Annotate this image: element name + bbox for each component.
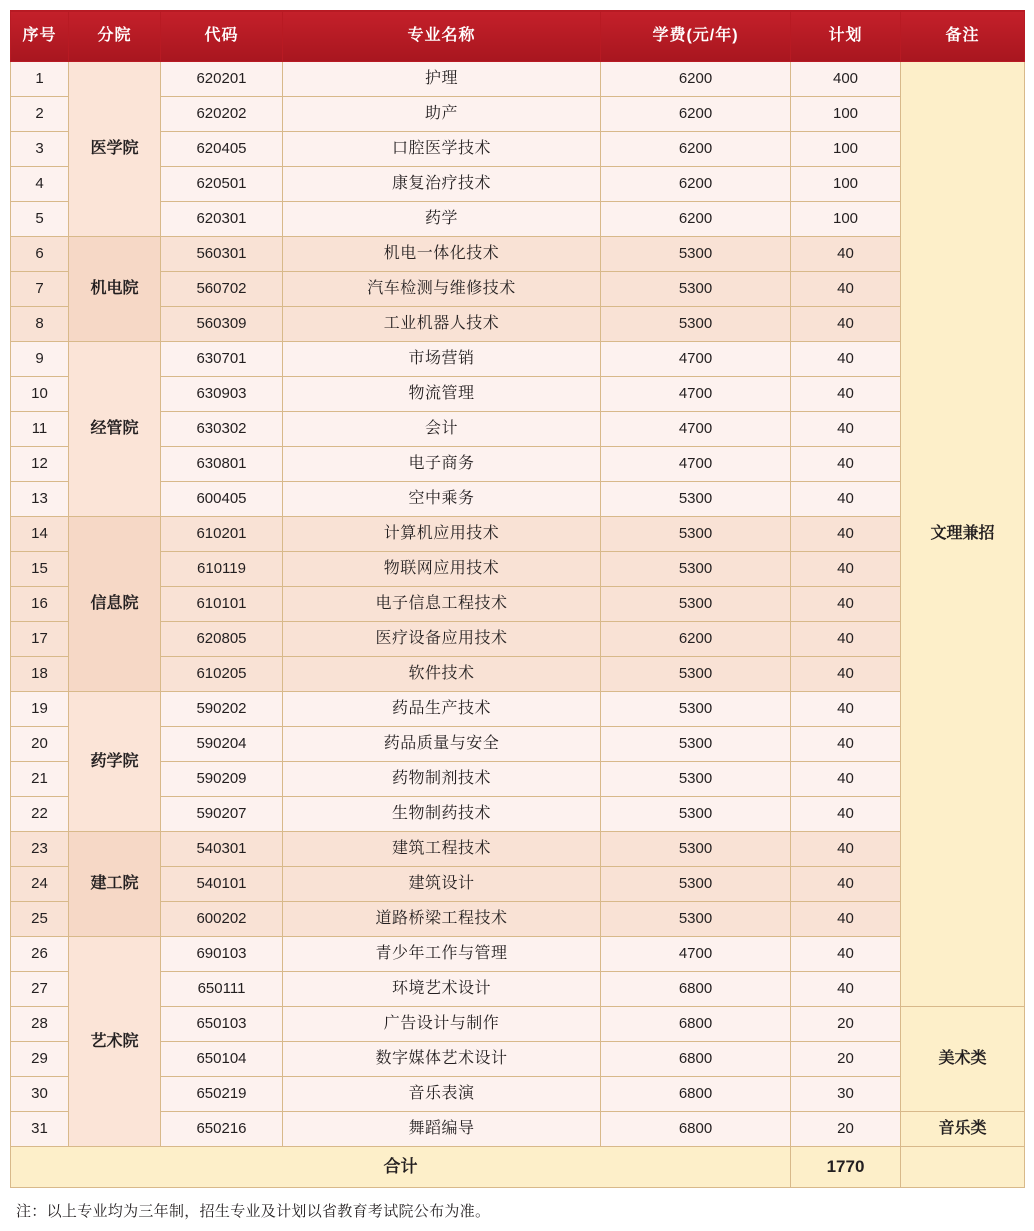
table-row bbox=[11, 447, 1025, 482]
cell-major: 生物制药技术 bbox=[283, 797, 601, 832]
cell-major: 建筑设计 bbox=[283, 867, 601, 902]
cell-major: 护理 bbox=[283, 62, 601, 97]
total-row bbox=[11, 1147, 1025, 1188]
cell-note: 美术类 bbox=[901, 1007, 1025, 1112]
cell-major: 青少年工作与管理 bbox=[283, 937, 601, 972]
cell-index: 13 bbox=[11, 482, 69, 517]
cell-code: 620805 bbox=[161, 622, 283, 657]
cell-department: 信息院 bbox=[69, 517, 161, 692]
table-row bbox=[11, 727, 1025, 762]
cell-major: 工业机器人技术 bbox=[283, 307, 601, 342]
cell-plan: 40 bbox=[791, 622, 901, 657]
cell-fee: 5300 bbox=[601, 307, 791, 342]
table-row bbox=[11, 272, 1025, 307]
cell-plan: 40 bbox=[791, 482, 901, 517]
cell-plan: 30 bbox=[791, 1077, 901, 1112]
cell-code: 620405 bbox=[161, 132, 283, 167]
cell-fee: 6800 bbox=[601, 1007, 791, 1042]
cell-department: 建工院 bbox=[69, 832, 161, 937]
table-row bbox=[11, 342, 1025, 377]
table-row bbox=[11, 972, 1025, 1007]
cell-index: 28 bbox=[11, 1007, 69, 1042]
cell-major: 助产 bbox=[283, 97, 601, 132]
cell-index: 1 bbox=[11, 62, 69, 97]
cell-code: 690103 bbox=[161, 937, 283, 972]
cell-index: 27 bbox=[11, 972, 69, 1007]
header-cell-fee: 学费(元/年) bbox=[601, 11, 791, 62]
cell-fee: 5300 bbox=[601, 482, 791, 517]
table-row bbox=[11, 832, 1025, 867]
cell-plan: 40 bbox=[791, 937, 901, 972]
cell-code: 650111 bbox=[161, 972, 283, 1007]
cell-code: 650219 bbox=[161, 1077, 283, 1112]
cell-code: 590202 bbox=[161, 692, 283, 727]
cell-code: 630302 bbox=[161, 412, 283, 447]
cell-index: 7 bbox=[11, 272, 69, 307]
table-footnote: 注：以上专业均为三年制，招生专业及计划以省教育考试院公布为准。 bbox=[16, 1203, 491, 1220]
cell-index: 31 bbox=[11, 1112, 69, 1147]
cell-index: 19 bbox=[11, 692, 69, 727]
cell-department: 机电院 bbox=[69, 237, 161, 342]
cell-index: 16 bbox=[11, 587, 69, 622]
cell-fee: 4700 bbox=[601, 412, 791, 447]
table-row bbox=[11, 1007, 1025, 1042]
cell-fee: 5300 bbox=[601, 237, 791, 272]
cell-index: 5 bbox=[11, 202, 69, 237]
cell-plan: 40 bbox=[791, 517, 901, 552]
cell-code: 610119 bbox=[161, 552, 283, 587]
cell-major: 电子商务 bbox=[283, 447, 601, 482]
cell-major: 物流管理 bbox=[283, 377, 601, 412]
cell-major: 口腔医学技术 bbox=[283, 132, 601, 167]
cell-plan: 100 bbox=[791, 97, 901, 132]
cell-plan: 20 bbox=[791, 1042, 901, 1077]
table-row bbox=[11, 1042, 1025, 1077]
table-row bbox=[11, 62, 1025, 97]
cell-code: 630801 bbox=[161, 447, 283, 482]
cell-index: 22 bbox=[11, 797, 69, 832]
cell-plan: 40 bbox=[791, 447, 901, 482]
cell-code: 610101 bbox=[161, 587, 283, 622]
cell-major: 药品质量与安全 bbox=[283, 727, 601, 762]
cell-index: 20 bbox=[11, 727, 69, 762]
cell-plan: 40 bbox=[791, 762, 901, 797]
cell-fee: 5300 bbox=[601, 692, 791, 727]
cell-index: 12 bbox=[11, 447, 69, 482]
total-label: 合计 bbox=[11, 1147, 791, 1188]
table-row bbox=[11, 377, 1025, 412]
table-row bbox=[11, 622, 1025, 657]
table-row bbox=[11, 517, 1025, 552]
cell-fee: 5300 bbox=[601, 902, 791, 937]
cell-code: 600405 bbox=[161, 482, 283, 517]
table-row bbox=[11, 657, 1025, 692]
header-cell-dept: 分院 bbox=[69, 11, 161, 62]
cell-code: 600202 bbox=[161, 902, 283, 937]
cell-plan: 40 bbox=[791, 342, 901, 377]
cell-plan: 40 bbox=[791, 237, 901, 272]
cell-major: 道路桥梁工程技术 bbox=[283, 902, 601, 937]
cell-fee: 6200 bbox=[601, 132, 791, 167]
cell-fee: 6200 bbox=[601, 202, 791, 237]
cell-plan: 40 bbox=[791, 832, 901, 867]
cell-fee: 5300 bbox=[601, 797, 791, 832]
table-header bbox=[11, 11, 1025, 62]
header-cell-index: 序号 bbox=[11, 11, 69, 62]
table-row bbox=[11, 762, 1025, 797]
enrollment-plan-table bbox=[10, 10, 1025, 1188]
cell-plan: 40 bbox=[791, 587, 901, 622]
cell-index: 18 bbox=[11, 657, 69, 692]
cell-code: 650216 bbox=[161, 1112, 283, 1147]
cell-index: 4 bbox=[11, 167, 69, 202]
cell-fee: 4700 bbox=[601, 342, 791, 377]
table-row bbox=[11, 587, 1025, 622]
cell-index: 15 bbox=[11, 552, 69, 587]
cell-plan: 40 bbox=[791, 272, 901, 307]
cell-index: 29 bbox=[11, 1042, 69, 1077]
cell-note: 音乐类 bbox=[901, 1112, 1025, 1147]
cell-fee: 5300 bbox=[601, 867, 791, 902]
cell-fee: 5300 bbox=[601, 272, 791, 307]
table-row bbox=[11, 937, 1025, 972]
cell-code: 620201 bbox=[161, 62, 283, 97]
cell-index: 3 bbox=[11, 132, 69, 167]
table-row bbox=[11, 797, 1025, 832]
cell-code: 540301 bbox=[161, 832, 283, 867]
cell-index: 21 bbox=[11, 762, 69, 797]
cell-department: 艺术院 bbox=[69, 937, 161, 1147]
cell-code: 560309 bbox=[161, 307, 283, 342]
cell-plan: 40 bbox=[791, 797, 901, 832]
cell-major: 空中乘务 bbox=[283, 482, 601, 517]
cell-major: 药学 bbox=[283, 202, 601, 237]
cell-fee: 4700 bbox=[601, 377, 791, 412]
cell-fee: 6800 bbox=[601, 1112, 791, 1147]
cell-major: 广告设计与制作 bbox=[283, 1007, 601, 1042]
cell-major: 康复治疗技术 bbox=[283, 167, 601, 202]
table-row bbox=[11, 692, 1025, 727]
cell-fee: 5300 bbox=[601, 517, 791, 552]
table-row bbox=[11, 237, 1025, 272]
cell-index: 6 bbox=[11, 237, 69, 272]
cell-major: 电子信息工程技术 bbox=[283, 587, 601, 622]
cell-plan: 100 bbox=[791, 132, 901, 167]
cell-code: 650103 bbox=[161, 1007, 283, 1042]
cell-code: 620501 bbox=[161, 167, 283, 202]
cell-plan: 20 bbox=[791, 1112, 901, 1147]
cell-index: 2 bbox=[11, 97, 69, 132]
header-cell-plan: 计划 bbox=[791, 11, 901, 62]
cell-index: 17 bbox=[11, 622, 69, 657]
cell-fee: 4700 bbox=[601, 447, 791, 482]
cell-fee: 6800 bbox=[601, 1077, 791, 1112]
cell-plan: 40 bbox=[791, 727, 901, 762]
table-row bbox=[11, 1112, 1025, 1147]
header-cell-note: 备注 bbox=[901, 11, 1025, 62]
cell-code: 590209 bbox=[161, 762, 283, 797]
table-row bbox=[11, 552, 1025, 587]
cell-code: 590204 bbox=[161, 727, 283, 762]
cell-index: 26 bbox=[11, 937, 69, 972]
cell-fee: 6800 bbox=[601, 1042, 791, 1077]
header-row bbox=[11, 11, 1025, 62]
cell-major: 数字媒体艺术设计 bbox=[283, 1042, 601, 1077]
cell-plan: 40 bbox=[791, 902, 901, 937]
cell-plan: 100 bbox=[791, 202, 901, 237]
cell-fee: 4700 bbox=[601, 937, 791, 972]
table-body bbox=[11, 62, 1025, 1188]
cell-fee: 6800 bbox=[601, 972, 791, 1007]
cell-major: 机电一体化技术 bbox=[283, 237, 601, 272]
table-row bbox=[11, 482, 1025, 517]
cell-fee: 6200 bbox=[601, 97, 791, 132]
cell-plan: 40 bbox=[791, 552, 901, 587]
cell-plan: 40 bbox=[791, 867, 901, 902]
cell-code: 540101 bbox=[161, 867, 283, 902]
cell-fee: 5300 bbox=[601, 587, 791, 622]
cell-major: 物联网应用技术 bbox=[283, 552, 601, 587]
cell-major: 汽车检测与维修技术 bbox=[283, 272, 601, 307]
cell-major: 药品生产技术 bbox=[283, 692, 601, 727]
cell-department: 药学院 bbox=[69, 692, 161, 832]
cell-major: 市场营销 bbox=[283, 342, 601, 377]
cell-code: 620301 bbox=[161, 202, 283, 237]
table-row bbox=[11, 412, 1025, 447]
cell-code: 590207 bbox=[161, 797, 283, 832]
header-cell-major: 专业名称 bbox=[283, 11, 601, 62]
cell-plan: 20 bbox=[791, 1007, 901, 1042]
table-row bbox=[11, 167, 1025, 202]
cell-index: 14 bbox=[11, 517, 69, 552]
cell-major: 会计 bbox=[283, 412, 601, 447]
cell-index: 8 bbox=[11, 307, 69, 342]
total-note-blank bbox=[901, 1147, 1025, 1188]
cell-plan: 40 bbox=[791, 377, 901, 412]
cell-major: 舞蹈编导 bbox=[283, 1112, 601, 1147]
table-row bbox=[11, 132, 1025, 167]
cell-code: 630903 bbox=[161, 377, 283, 412]
table-row bbox=[11, 867, 1025, 902]
table-row bbox=[11, 97, 1025, 132]
cell-plan: 40 bbox=[791, 657, 901, 692]
cell-code: 650104 bbox=[161, 1042, 283, 1077]
cell-code: 620202 bbox=[161, 97, 283, 132]
cell-index: 23 bbox=[11, 832, 69, 867]
cell-department: 经管院 bbox=[69, 342, 161, 517]
cell-index: 10 bbox=[11, 377, 69, 412]
cell-department: 医学院 bbox=[69, 62, 161, 237]
cell-fee: 6200 bbox=[601, 622, 791, 657]
cell-fee: 6200 bbox=[601, 167, 791, 202]
cell-index: 30 bbox=[11, 1077, 69, 1112]
cell-fee: 5300 bbox=[601, 832, 791, 867]
cell-index: 9 bbox=[11, 342, 69, 377]
cell-plan: 40 bbox=[791, 972, 901, 1007]
cell-code: 630701 bbox=[161, 342, 283, 377]
cell-note: 文理兼招 bbox=[901, 62, 1025, 1007]
cell-index: 25 bbox=[11, 902, 69, 937]
cell-major: 医疗设备应用技术 bbox=[283, 622, 601, 657]
cell-major: 音乐表演 bbox=[283, 1077, 601, 1112]
cell-major: 建筑工程技术 bbox=[283, 832, 601, 867]
cell-fee: 5300 bbox=[601, 727, 791, 762]
cell-code: 560702 bbox=[161, 272, 283, 307]
cell-fee: 5300 bbox=[601, 552, 791, 587]
cell-fee: 6200 bbox=[601, 62, 791, 97]
cell-fee: 5300 bbox=[601, 762, 791, 797]
cell-major: 软件技术 bbox=[283, 657, 601, 692]
cell-plan: 40 bbox=[791, 692, 901, 727]
cell-major: 计算机应用技术 bbox=[283, 517, 601, 552]
cell-major: 环境艺术设计 bbox=[283, 972, 601, 1007]
table-row bbox=[11, 902, 1025, 937]
cell-code: 560301 bbox=[161, 237, 283, 272]
cell-fee: 5300 bbox=[601, 657, 791, 692]
total-value: 1770 bbox=[791, 1147, 901, 1188]
cell-plan: 400 bbox=[791, 62, 901, 97]
cell-major: 药物制剂技术 bbox=[283, 762, 601, 797]
header-cell-code: 代码 bbox=[161, 11, 283, 62]
cell-code: 610201 bbox=[161, 517, 283, 552]
table-row bbox=[11, 1077, 1025, 1112]
table-row bbox=[11, 202, 1025, 237]
cell-index: 24 bbox=[11, 867, 69, 902]
cell-index: 11 bbox=[11, 412, 69, 447]
cell-plan: 100 bbox=[791, 167, 901, 202]
cell-code: 610205 bbox=[161, 657, 283, 692]
cell-plan: 40 bbox=[791, 307, 901, 342]
cell-plan: 40 bbox=[791, 412, 901, 447]
table-row bbox=[11, 307, 1025, 342]
